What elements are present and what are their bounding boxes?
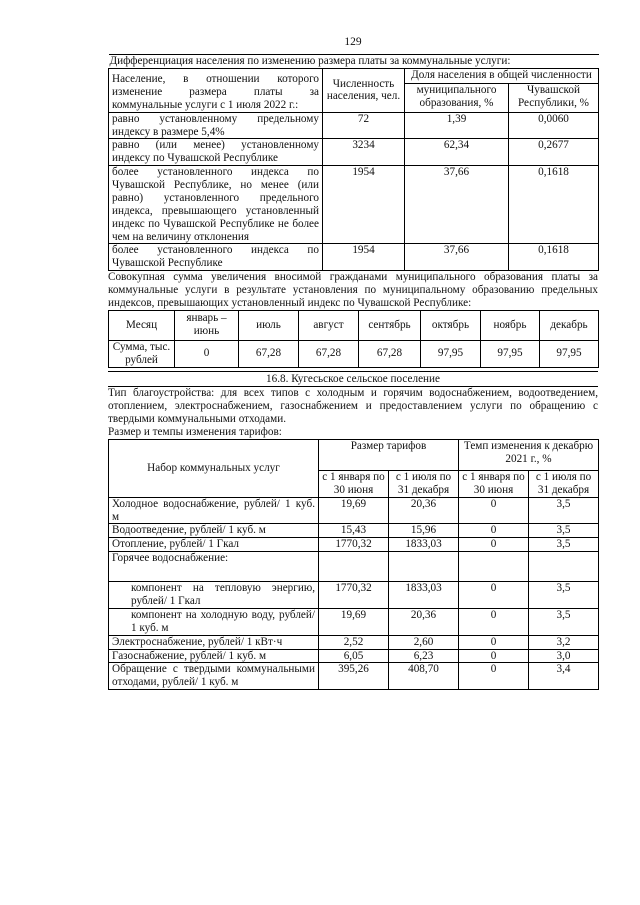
service-label: Холодное водоснабжение, рублей/ 1 куб. м bbox=[109, 497, 319, 524]
table-row bbox=[109, 244, 599, 271]
row-republic: 0,1618 bbox=[509, 166, 599, 244]
month-header: январь – июнь bbox=[175, 310, 239, 340]
tariffs-table bbox=[108, 439, 599, 690]
tariff-value: 15,43 bbox=[319, 524, 389, 538]
sum-value: 67,28 bbox=[239, 340, 299, 367]
row-count: 72 bbox=[323, 112, 405, 139]
tariff-value: 20,36 bbox=[389, 497, 459, 524]
section-title: 16.8. Кугесьское сельское поселение bbox=[108, 371, 598, 388]
row-municipal: 62,34 bbox=[405, 139, 509, 166]
row-label: равно установленному предельному индексу в размере 5,4% bbox=[109, 112, 323, 139]
month-header: август bbox=[299, 310, 359, 340]
month-header: ноябрь bbox=[481, 310, 540, 340]
tariff-value: 19,69 bbox=[319, 497, 389, 524]
tariff-value: 1833,03 bbox=[389, 582, 459, 609]
rate-value: 3,5 bbox=[529, 524, 599, 538]
rate-value: 0 bbox=[459, 608, 529, 635]
month-header: июль bbox=[239, 310, 299, 340]
rate-value: 3,5 bbox=[529, 582, 599, 609]
service-label: Водоотведение, рублей/ 1 куб. м bbox=[109, 524, 319, 538]
rate-value: 3,2 bbox=[529, 635, 599, 649]
rate-value: 0 bbox=[459, 538, 529, 552]
rate-value: 0 bbox=[459, 497, 529, 524]
row-count: 3234 bbox=[323, 139, 405, 166]
service-label: компонент на холодную воду, рублей/ 1 куб. м bbox=[109, 608, 319, 635]
header-municipal: муниципального образования, % bbox=[405, 83, 509, 112]
header-share: Доля населения в общей численности bbox=[405, 69, 599, 84]
tariff-value bbox=[319, 552, 389, 582]
sum-value: 67,28 bbox=[359, 340, 421, 367]
monthly-sum-table bbox=[108, 310, 599, 368]
table1-title: Дифференциация населения по изменению размера платы за коммунальные услуги: bbox=[109, 55, 599, 69]
tariff-value bbox=[389, 552, 459, 582]
sum-value: 97,95 bbox=[481, 340, 540, 367]
tariff-value: 395,26 bbox=[319, 663, 389, 690]
service-label: Обращение с твердыми коммунальными отходами, рублей/ 1 куб. м bbox=[109, 663, 319, 690]
header-period: с 1 января по 30 июня bbox=[319, 470, 389, 497]
header-population: Население, в отношении которого изменение размера платы за коммунальные услуги с 1 июля 2022 г.: bbox=[109, 69, 323, 113]
table-row bbox=[109, 582, 599, 609]
table-row bbox=[109, 112, 599, 139]
paragraph-tariffs-intro: Размер и темпы изменения тарифов: bbox=[108, 426, 282, 439]
sum-value: 97,95 bbox=[540, 340, 599, 367]
header-period: с 1 января по 30 июня bbox=[459, 470, 529, 497]
rate-value: 0 bbox=[459, 582, 529, 609]
table-row bbox=[109, 663, 599, 690]
table-row bbox=[109, 524, 599, 538]
tariff-value: 15,96 bbox=[389, 524, 459, 538]
page-number: 129 bbox=[344, 36, 362, 48]
month-header: декабрь bbox=[540, 310, 599, 340]
table-row bbox=[109, 608, 599, 635]
table-row bbox=[109, 649, 599, 663]
row-municipal: 37,66 bbox=[405, 166, 509, 244]
table-row bbox=[109, 139, 599, 166]
service-label: Газоснабжение, рублей/ 1 куб. м bbox=[109, 649, 319, 663]
tariff-value: 20,36 bbox=[389, 608, 459, 635]
rate-value: 3,0 bbox=[529, 649, 599, 663]
paragraph-improvement-type: Тип благоустройства: для всех типов с холодным и горячим водоснабжением, водоотведением, отоплением, электроснабжением, газоснабжением и предоставлением услуги по обращению с твердыми коммунальными отходами. bbox=[108, 387, 598, 426]
rate-value: 0 bbox=[459, 663, 529, 690]
month-label: Месяц bbox=[109, 310, 175, 340]
header-period: с 1 июля по 31 декабря bbox=[389, 470, 459, 497]
row-republic: 0,2677 bbox=[509, 139, 599, 166]
tariff-value: 1770,32 bbox=[319, 538, 389, 552]
tariff-value: 1770,32 bbox=[319, 582, 389, 609]
tariff-value: 2,60 bbox=[389, 635, 459, 649]
header-services: Набор коммунальных услуг bbox=[109, 439, 319, 497]
month-header: сентябрь bbox=[359, 310, 421, 340]
rate-value: 0 bbox=[459, 524, 529, 538]
row-label: более установленного индекса по Чувашской Республике, но менее (или равно) установленного предельного индекса, превышающего установленный индекс по Чувашской Республике не более чем на величину отклонения bbox=[109, 166, 323, 244]
row-republic: 0,0060 bbox=[509, 112, 599, 139]
tariff-value: 6,05 bbox=[319, 649, 389, 663]
service-label: Электроснабжение, рублей/ 1 кВт·ч bbox=[109, 635, 319, 649]
table-row bbox=[109, 538, 599, 552]
rate-value bbox=[529, 552, 599, 582]
tariff-value: 1833,03 bbox=[389, 538, 459, 552]
rate-value bbox=[459, 552, 529, 582]
tariff-value: 408,70 bbox=[389, 663, 459, 690]
header-count: Численность населения, чел. bbox=[323, 69, 405, 113]
month-header: октябрь bbox=[421, 310, 481, 340]
header-republic: Чувашской Республики, % bbox=[509, 83, 599, 112]
header-change-rate: Темп изменения к декабрю 2021 г., % bbox=[459, 439, 599, 470]
row-municipal: 37,66 bbox=[405, 244, 509, 271]
row-republic: 0,1618 bbox=[509, 244, 599, 271]
sum-label: Сумма, тыс. рублей bbox=[109, 340, 175, 367]
row-label: более установленного индекса по Чувашской Республике bbox=[109, 244, 323, 271]
sum-value: 67,28 bbox=[299, 340, 359, 367]
service-label: Отопление, рублей/ 1 Гкал bbox=[109, 538, 319, 552]
population-differentiation-table bbox=[108, 54, 599, 271]
tariff-value: 2,52 bbox=[319, 635, 389, 649]
sum-value: 0 bbox=[175, 340, 239, 367]
table-row bbox=[109, 166, 599, 244]
row-municipal: 1,39 bbox=[405, 112, 509, 139]
paragraph-total-increase: Совокупная сумма увеличения вносимой гражданами муниципального образования платы за коммунальные услуги в результате установления по муниципальному образованию предельных индексов, превышающих установленный индекс по Чувашской Республике: bbox=[108, 271, 598, 309]
header-period: с 1 июля по 31 декабря bbox=[529, 470, 599, 497]
rate-value: 3,5 bbox=[529, 538, 599, 552]
header-tariff-size: Размер тарифов bbox=[319, 439, 459, 470]
table-row bbox=[109, 635, 599, 649]
row-label: равно (или менее) установленному индексу по Чувашской Республике bbox=[109, 139, 323, 166]
service-label: Горячее водоснабжение: bbox=[109, 552, 319, 582]
service-label: компонент на тепловую энергию, рублей/ 1 Гкал bbox=[109, 582, 319, 609]
tariff-value: 19,69 bbox=[319, 608, 389, 635]
rate-value: 0 bbox=[459, 649, 529, 663]
row-count: 1954 bbox=[323, 244, 405, 271]
document-page bbox=[108, 36, 598, 690]
row-count: 1954 bbox=[323, 166, 405, 244]
sum-value: 97,95 bbox=[421, 340, 481, 367]
rate-value: 0 bbox=[459, 635, 529, 649]
table-row bbox=[109, 552, 599, 582]
rate-value: 3,5 bbox=[529, 608, 599, 635]
rate-value: 3,5 bbox=[529, 497, 599, 524]
rate-value: 3,4 bbox=[529, 663, 599, 690]
table-row bbox=[109, 497, 599, 524]
tariff-value: 6,23 bbox=[389, 649, 459, 663]
